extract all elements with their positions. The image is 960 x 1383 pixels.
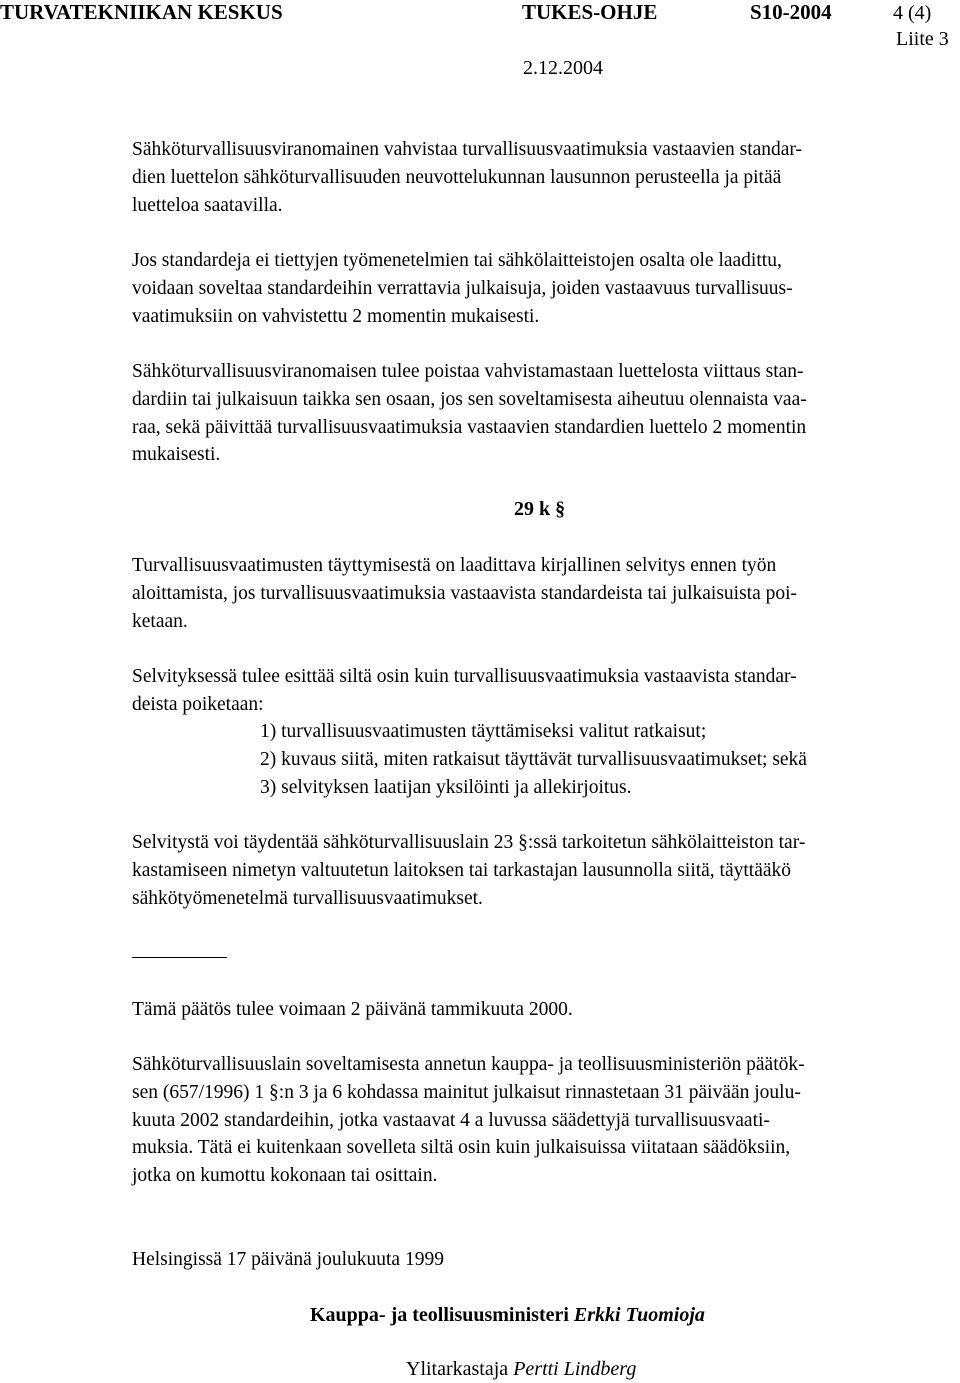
paragraph-line: Turvallisuusvaatimusten täyttymisestä on laadittava kirjallinen selvitys ennen työn	[132, 555, 777, 576]
paragraph-4	[132, 552, 952, 635]
paragraph-line: Sähköturvallisuusviranomaisen tulee poistaa vahvistamastaan luettelosta viittaus stan-	[132, 361, 804, 382]
place-date-text: Helsingissä 17 päivänä joulukuuta 1999	[132, 1249, 444, 1270]
list-item: 3) selvityksen laatijan yksilöinti ja allekirjoitus.	[260, 776, 632, 798]
paragraph-line: muksia. Tätä ei kuitenkaan sovelleta siltä osin kuin julkaisuissa viitataan säädöksiin,	[132, 1137, 791, 1159]
paragraph-line: Sähköturvallisuuslain soveltamisesta annetun kauppa- ja teollisuusministeriön päätök-	[132, 1054, 805, 1075]
paragraph-6	[132, 829, 952, 912]
inspector-title: Ylitarkastaja	[406, 1358, 509, 1380]
paragraph-line: deista poiketaan:	[132, 693, 264, 715]
paragraph-5	[132, 663, 952, 719]
paragraph-line: raa, sekä päivittää turvallisuusvaatimuksia vastaavien standardien luettelo 2 momentin	[132, 416, 807, 438]
minister-name: Erkki Tuomioja	[573, 1304, 705, 1326]
paragraph-1	[132, 136, 952, 219]
paragraph-line: Selvitystä voi täydentää sähköturvallisuuslain 23 §:ssä tarkoitetun sähkölaitteiston tar-	[132, 832, 806, 853]
paragraph-3	[132, 358, 952, 469]
paragraph-8	[132, 1051, 952, 1190]
inspector-name: Pertti Lindberg	[513, 1358, 637, 1380]
header-doc-id: S10-2004	[750, 0, 832, 24]
header-date: 2.12.2004	[523, 57, 603, 79]
section-heading: 29 k §	[514, 498, 566, 520]
paragraph-line: ketaan.	[132, 610, 188, 632]
paragraph-line: voidaan soveltaa standardeihin verrattavia julkaisuja, joiden vastaavuus turvallisuus-	[132, 277, 793, 299]
paragraph-line: dardiin tai julkaisuun taikka sen osaan, jos sen soveltamisesta aiheutuu olennaista vaa-	[132, 388, 807, 410]
paragraph-line: sen (657/1996) 1 §:n 3 ja 6 kohdassa mainitut julkaisut rinnastetaan 31 päivään joulu-	[132, 1081, 801, 1103]
header-page-number: 4 (4)	[893, 2, 932, 24]
list-item: 2) kuvaus siitä, miten ratkaisut täyttävät turvallisuusvaatimukset; sekä	[260, 748, 807, 770]
paragraph-line: Tämä päätös tulee voimaan 2 päivänä tammikuuta 2000.	[132, 999, 573, 1020]
list-item: 1) turvallisuusvaatimusten täyttämiseksi valitut ratkaisut;	[260, 721, 707, 742]
paragraph-line: aloittamista, jos turvallisuusvaatimuksia vastaavista standardeista tai julkaisuista poi-	[132, 582, 798, 604]
paragraph-line: Selvityksessä tulee esittää siltä osin kuin turvallisuusvaatimuksia vastaavista standar-	[132, 666, 797, 687]
header-org: TURVATEKNIIKAN KESKUS	[0, 0, 283, 24]
paragraph-line: luetteloa saatavilla.	[132, 194, 283, 216]
minister-title: Kauppa- ja teollisuusministeri	[310, 1304, 569, 1326]
paragraph-line: mukaisesti.	[132, 444, 221, 466]
place-date	[132, 1246, 952, 1274]
paragraph-line: sähkötyömenetelmä turvallisuusvaatimukset.	[132, 887, 483, 909]
requirements-list	[260, 718, 807, 801]
paragraph-line: kuuta 2002 standardeihin, jotka vastaavat 4 a luvussa säädettyjä turvallisuusvaati-	[132, 1109, 770, 1131]
inspector-signature	[406, 1356, 636, 1382]
header-attachment: Liite 3	[896, 28, 949, 50]
paragraph-7	[132, 996, 952, 1024]
header-doc-type: TUKES-OHJE	[522, 0, 658, 24]
paragraph-line: Jos standardeja ei tiettyjen työmenetelmien tai sähkölaitteistojen osalta ole laadittu,	[132, 250, 782, 271]
paragraph-2	[132, 247, 952, 330]
paragraph-line: kastamiseen nimetyn valtuutetun laitoksen tai tarkastajan lausunnolla siitä, täyttääkö	[132, 859, 792, 881]
minister-signature	[310, 1302, 705, 1328]
paragraph-line: vaatimuksiin on vahvistettu 2 momentin mukaisesti.	[132, 305, 540, 327]
paragraph-line: Sähköturvallisuusviranomainen vahvistaa turvallisuusvaatimuksia vastaavien standar-	[132, 139, 803, 160]
separator-rule	[132, 957, 227, 958]
paragraph-line: dien luettelon sähköturvallisuuden neuvottelukunnan lausunnon perusteella ja pitää	[132, 166, 782, 188]
paragraph-line: jotka on kumottu kokonaan tai osittain.	[132, 1165, 438, 1187]
